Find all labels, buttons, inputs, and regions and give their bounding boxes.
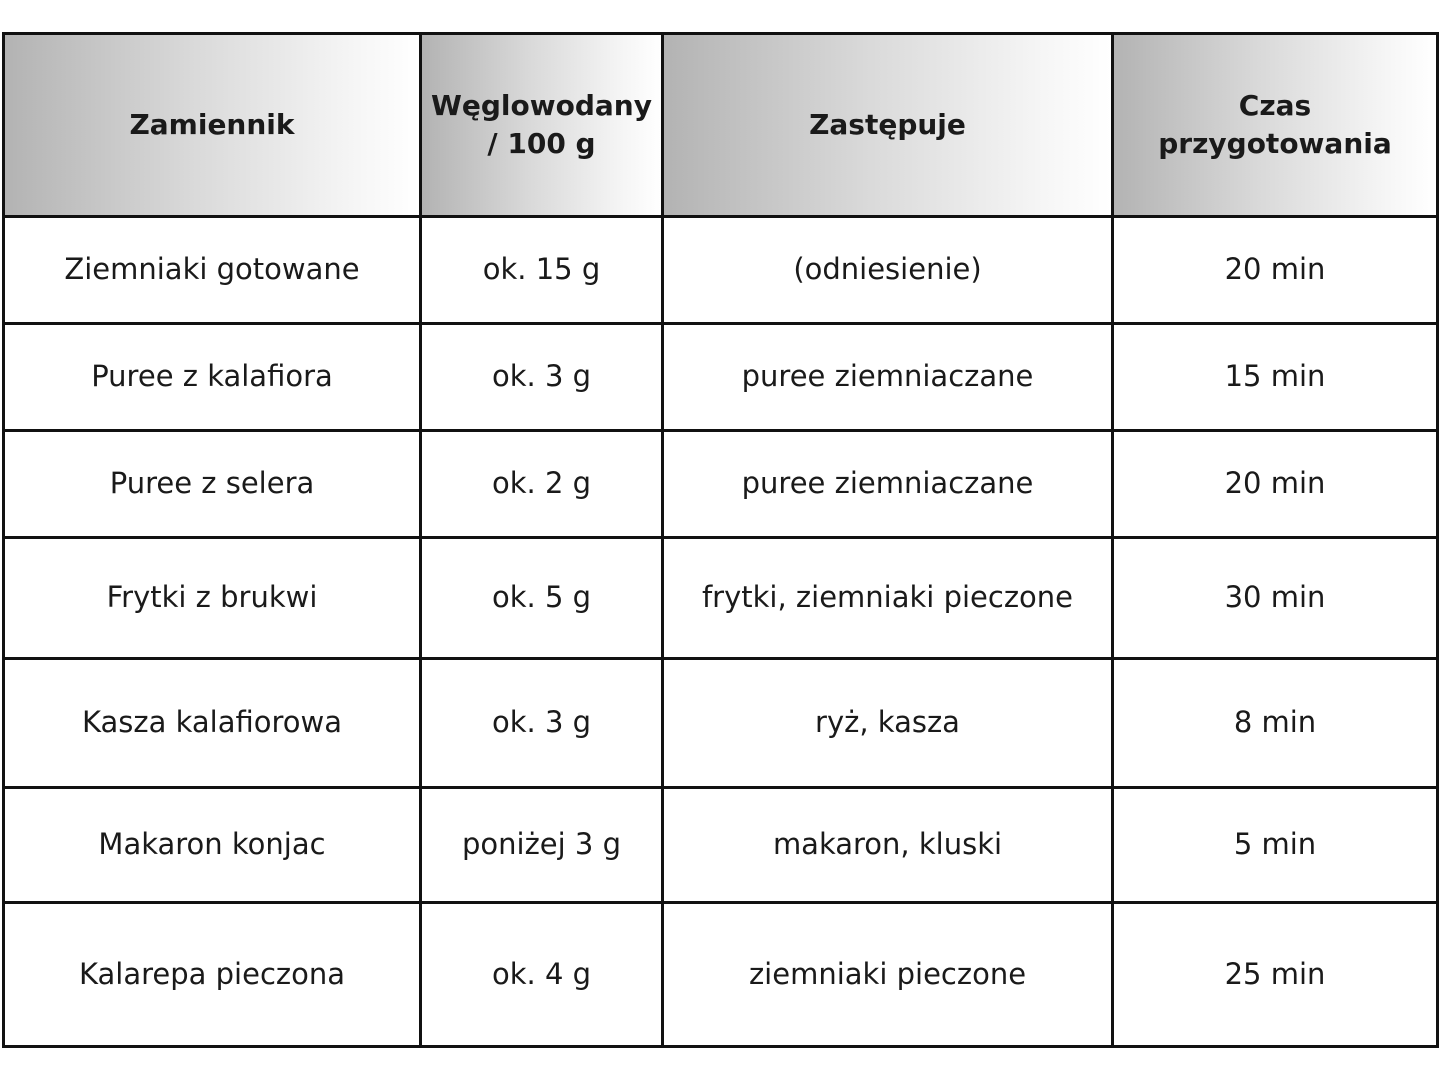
table-cell-prep-time: 25 min <box>1224 956 1326 991</box>
table-cell-substitute: Puree z kalafiora <box>5 325 422 432</box>
table-cell-substitute: Puree z selera <box>5 432 422 539</box>
table-cell-replaces: makaron, kluski <box>664 789 1114 904</box>
table-cell-prep-time: 20 min <box>1114 218 1436 325</box>
table-cell-substitute: Ziemniaki gotowane <box>5 218 422 325</box>
table-cell-prep-time: 30 min <box>1114 539 1436 660</box>
table-cell-carbs: ok. 3 g <box>422 660 664 789</box>
header-zamiennik: Zamiennik <box>5 35 422 218</box>
table-cell-substitute: Kasza kalafiorowa <box>5 660 422 789</box>
header-zastepuje: Zastępuje <box>664 35 1114 218</box>
table-cell-prep-time: 15 min <box>1114 325 1436 432</box>
table-cell-prep-time: 20 min <box>1114 432 1436 539</box>
table-cell-replaces: frytki, ziemniaki pieczone <box>664 539 1114 660</box>
table-cell-carbs: ok. 15 g <box>422 218 664 325</box>
table-cell-carbs: ok. 5 g <box>422 539 664 660</box>
table-cell-replaces: (odniesienie) <box>664 218 1114 325</box>
table-cell-replaces: puree ziemniaczane <box>664 432 1114 539</box>
header-czas-przygotowania: Czas przygotowania <box>1114 35 1436 218</box>
table-cell-prep-time: 8 min <box>1114 660 1436 789</box>
table-cell-carbs: ok. 2 g <box>422 432 664 539</box>
table-cell-prep-time: 5 min <box>1114 789 1436 904</box>
table-cell-carbs: poniżej 3 g <box>422 789 664 904</box>
table-cell-replaces: ryż, kasza <box>664 660 1114 789</box>
table-cell-substitute: Kalarepa pieczona <box>5 904 422 1045</box>
table-cell-substitute: Makaron konjac <box>5 789 422 904</box>
comparison-table <box>2 32 1439 1048</box>
table-cell-substitute: Frytki z brukwi <box>5 539 422 660</box>
table-cell-carbs: ok. 4 g <box>422 904 664 1045</box>
table-cell-replaces: ziemniaki pieczone <box>664 904 1114 1045</box>
table-cell-replaces: puree ziemniaczane <box>664 325 1114 432</box>
table-cell-carbs: ok. 3 g <box>422 325 664 432</box>
header-weglowodany: Węglowodany / 100 g <box>422 35 664 218</box>
